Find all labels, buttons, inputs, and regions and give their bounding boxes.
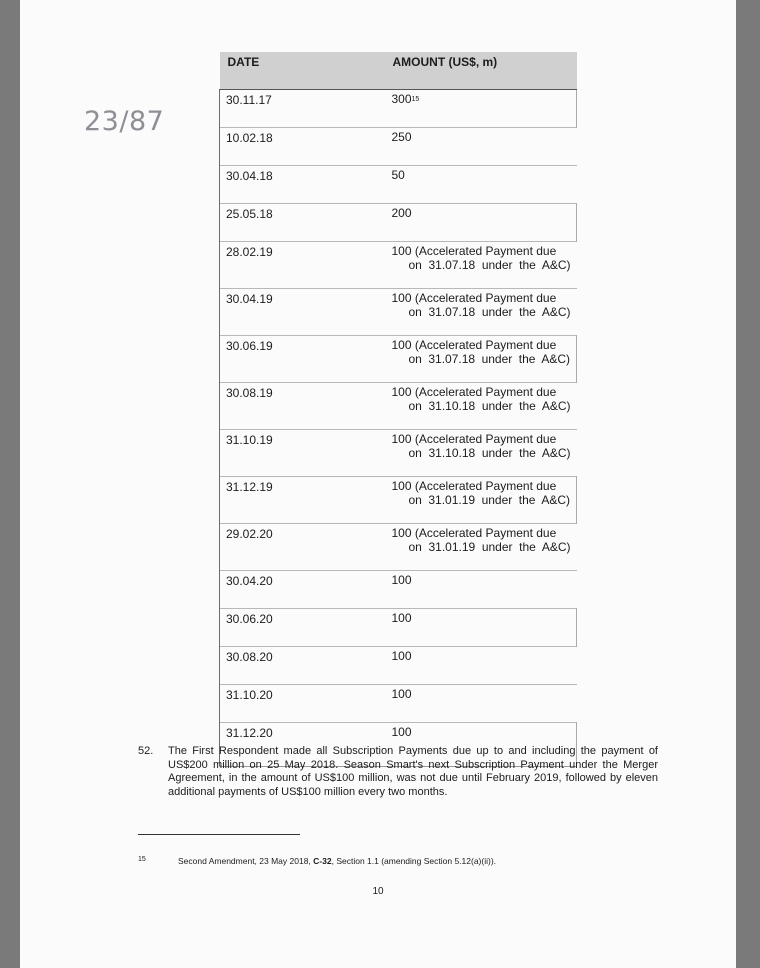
amount-value	[385, 245, 571, 258]
amount-note: on 31.07.18 under the A&C)	[408, 305, 571, 319]
payment-date-cell: 31.12.19	[220, 477, 385, 524]
footnote-text-after: , Section 1.1 (amending Section 5.12(a)(ii)).	[331, 856, 497, 866]
payment-amount-cell	[385, 524, 577, 571]
table-row	[220, 571, 577, 609]
amount-value	[385, 650, 571, 663]
payment-date-cell: 31.10.20	[220, 685, 385, 723]
amount-value	[385, 207, 571, 220]
table-row	[220, 685, 577, 723]
amount-value	[385, 386, 571, 399]
table-row	[220, 609, 577, 647]
amount-value-text: 50	[391, 168, 405, 182]
table-row	[220, 289, 577, 336]
amount-value-text: 100	[391, 649, 412, 663]
table-row	[220, 166, 577, 204]
payment-date-cell: 30.04.20	[220, 571, 385, 609]
amount-note: on 31.07.18 under the A&C)	[408, 258, 571, 272]
amount-value-text: 100	[391, 725, 412, 739]
payment-amount-cell	[385, 383, 577, 430]
amount-value	[385, 292, 571, 305]
table-row	[220, 383, 577, 430]
amount-value	[385, 433, 571, 446]
payment-schedule-table	[219, 52, 577, 767]
amount-note: on 31.10.18 under the A&C)	[408, 446, 571, 460]
amount-value	[385, 480, 571, 493]
column-header-date: DATE	[220, 52, 385, 90]
amount-value	[385, 93, 571, 106]
payment-date-cell: 30.06.20	[220, 609, 385, 647]
payment-amount-cell	[385, 647, 577, 685]
payment-date-cell: 30.04.19	[220, 289, 385, 336]
amount-value-text: 100 (Accelerated Payment due	[391, 291, 557, 305]
payment-date-cell: 30.04.18	[220, 166, 385, 204]
footnote-number: 15	[138, 856, 146, 863]
amount-value	[385, 688, 571, 701]
amount-value-text: 100 (Accelerated Payment due	[391, 244, 557, 258]
payment-amount-cell	[385, 430, 577, 477]
amount-value-text: 100	[391, 611, 412, 625]
document-page	[20, 0, 736, 968]
footnote-15	[138, 856, 496, 866]
page-counter-overlay: 23/87	[84, 106, 165, 137]
amount-value	[385, 131, 571, 144]
payment-amount-cell	[385, 289, 577, 336]
amount-value-text: 100 (Accelerated Payment due	[391, 526, 557, 540]
table-row	[220, 430, 577, 477]
amount-value-text: 100 (Accelerated Payment due	[391, 432, 557, 446]
payment-date-cell: 30.11.17	[220, 90, 385, 128]
footnote-exhibit-ref: C-32	[313, 856, 332, 866]
amount-value-text: 250	[391, 130, 412, 144]
payment-date-cell: 10.02.18	[220, 128, 385, 166]
payment-amount-cell	[385, 336, 577, 383]
payment-date-cell: 29.02.20	[220, 524, 385, 571]
payment-amount-cell	[385, 571, 577, 609]
payment-date-cell: 30.08.20	[220, 647, 385, 685]
amount-value-text: 100 (Accelerated Payment due	[391, 479, 557, 493]
amount-value	[385, 527, 571, 540]
payment-date-cell: 25.05.18	[220, 204, 385, 242]
paragraph-52	[138, 745, 658, 799]
amount-value-text: 100 (Accelerated Payment due	[391, 338, 557, 352]
amount-value-text: 300	[391, 92, 412, 106]
payment-amount-cell	[385, 128, 577, 166]
amount-note: on 31.07.18 under the A&C)	[408, 352, 570, 366]
amount-value-text: 100 (Accelerated Payment due	[391, 385, 557, 399]
table-row	[220, 336, 577, 383]
payment-date-cell: 31.12.20	[220, 723, 385, 767]
footnote-text-before: Second Amendment, 23 May 2018,	[178, 856, 314, 866]
table-row	[220, 204, 577, 242]
amount-value-text: 200	[391, 206, 412, 220]
amount-note: on 31.01.19 under the A&C)	[408, 493, 570, 507]
amount-value	[385, 612, 571, 625]
paragraph-number: 52.	[138, 745, 154, 757]
payment-amount-cell	[385, 609, 577, 647]
table-row	[220, 242, 577, 289]
payment-date-cell: 30.06.19	[220, 336, 385, 383]
table-row	[220, 128, 577, 166]
footnote-separator	[138, 834, 300, 835]
payment-amount-cell	[385, 242, 577, 289]
footnote-marker: 15	[411, 96, 420, 103]
payment-amount-cell	[385, 685, 577, 723]
amount-note: on 31.01.19 under the A&C)	[408, 540, 571, 554]
amount-value	[385, 574, 571, 587]
page-number: 10	[372, 886, 384, 897]
amount-value	[385, 726, 571, 739]
paragraph-text: The First Respondent made all Subscription Payments due up to and including the payment of US$200 million on 25 May 2018. Season Smart's next Subscription Payment under the Merger Agreement, in the amount of US$100 million, was not due until February 2019, followed by eleven additional payments of US$100 million every two months.	[168, 745, 658, 798]
payment-amount-cell	[385, 166, 577, 204]
amount-value	[385, 169, 571, 182]
payment-amount-cell	[385, 477, 577, 524]
table-row	[220, 524, 577, 571]
payment-amount-cell	[385, 90, 577, 128]
payment-amount-cell	[385, 204, 577, 242]
column-header-amount: AMOUNT (US$, m)	[385, 52, 577, 90]
table-row	[220, 647, 577, 685]
payment-date-cell: 30.08.19	[220, 383, 385, 430]
amount-value-text: 100	[391, 687, 412, 701]
table-row	[220, 477, 577, 524]
amount-value-text: 100	[391, 573, 412, 587]
table-row	[220, 90, 577, 128]
amount-note: on 31.10.18 under the A&C)	[408, 399, 571, 413]
payment-date-cell: 31.10.19	[220, 430, 385, 477]
payment-date-cell: 28.02.19	[220, 242, 385, 289]
amount-value	[385, 339, 571, 352]
table-header-row	[220, 52, 577, 90]
